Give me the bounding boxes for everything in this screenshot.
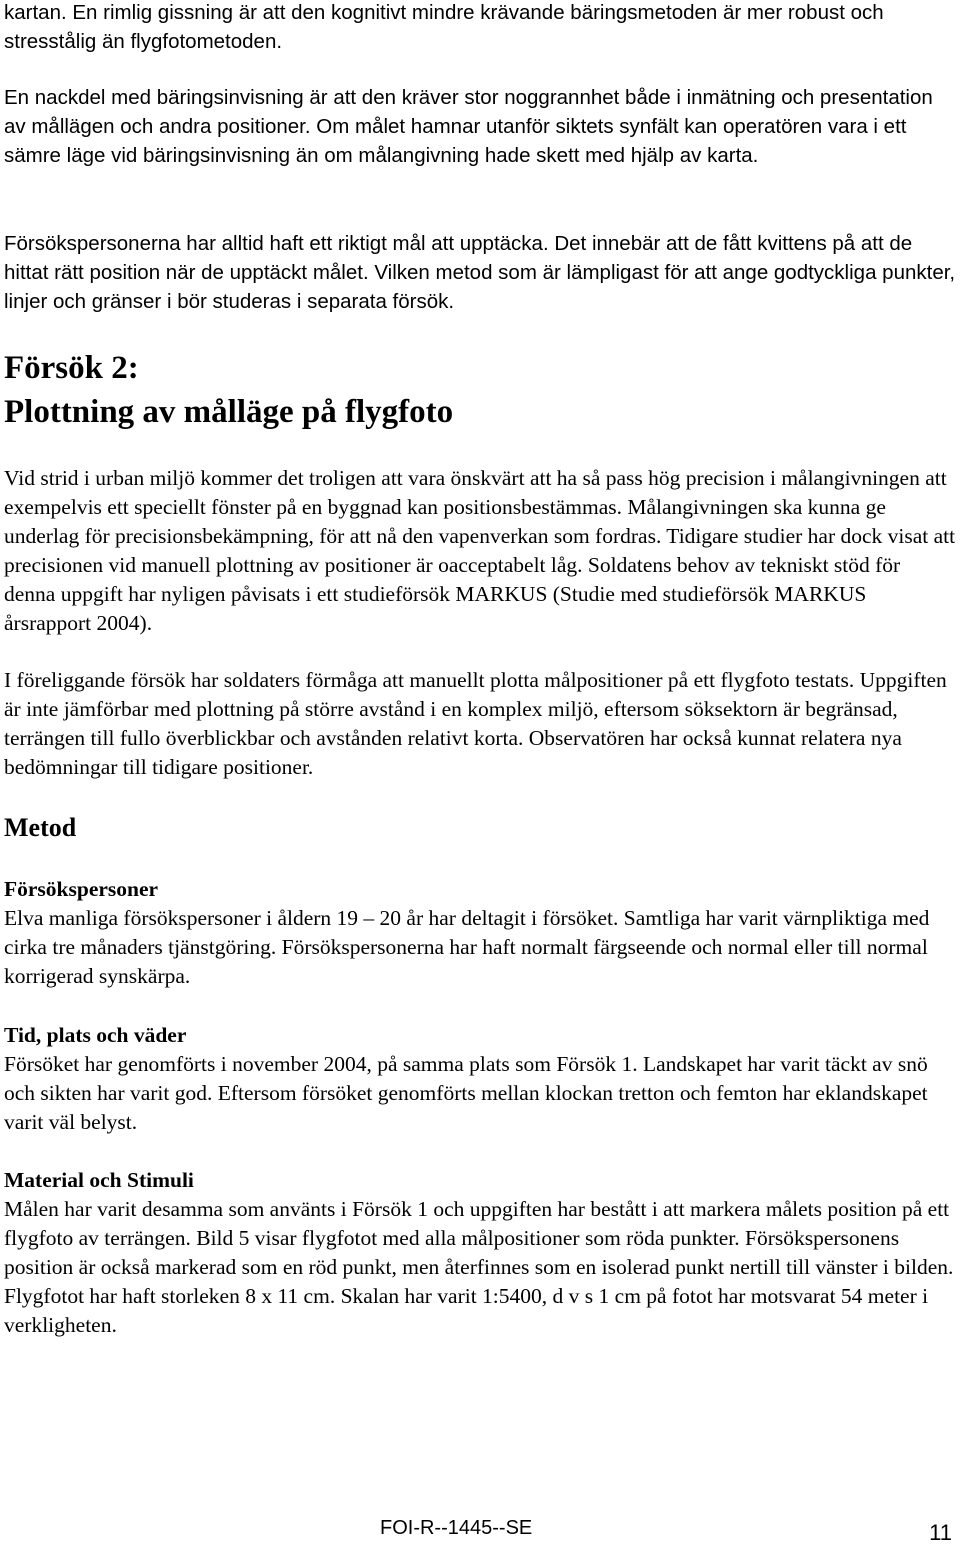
- page-number: 11: [929, 1520, 952, 1545]
- paragraph-urban-precision: Vid strid i urban miljö kommer det troligen att vara önskvärt att ha så pass hög precision i målangivningen att exempelvis ett speciellt fönster på en byggnad kan positionsbestämmas. Målangivningen ska kunna ge underlag för precisionsbekämpning, för att nå den vapenverkan som fordras. Tidigare studier har dock visat att precisionen vid manuell plottning av positioner är oacceptabelt låg. Soldatens behov av tekniskt stöd för denna uppgift har nyligen påvisats i ett studieförsök MARKUS (Studie med studieförsök MARKUS årsrapport 2004).: [4, 466, 956, 635]
- subjects-text: Elva manliga försökspersoner i åldern 19 – 20 år har deltagit i försöket. Samtliga har varit värnpliktiga med cirka tre månaders tjänstgöring. Försökspersonerna har haft normalt färgseende och normal eller till normal korrigerad synskärpa.: [4, 906, 930, 988]
- paragraph-bearing-drawback: En nackdel med bäringsinvisning är att den kräver stor noggrannhet både i inmätning och presentation av mållägen och andra positioner. Om målet hamnar utanför siktets synfält kan operatören vara i ett sämre läge vid bäringsinvisning än om målangivning hade skett med hjälp av karta.: [4, 86, 933, 167]
- material-heading: Material och Stimuli: [4, 1168, 194, 1192]
- material-text: Målen har varit desamma som använts i Försök 1 och uppgiften har bestått i att markera målets position på ett flygfoto av terrängen. Bild 5 visar flygfotot med alla målpositioner som röda punkter. Försökspersonens position är också markerad som en röd punkt, men återfinnes som en isolerad punkt nertill till vänster i bilden. Flygfotot har haft storleken 8 x 11 cm. Skalan har varit 1:5400, d v s 1 cm på fotot har motsvarat 54 meter i verkligheten.: [4, 1197, 954, 1337]
- heading-line-2: Plottning av målläge på flygfoto: [4, 394, 454, 430]
- paragraph-real-target: Försökspersonerna har alltid haft ett riktigt mål att upptäcka. Det innebär att de fått kvittens på att de hittat rätt position när de upptäckt målet. Vilken metod som är lämpligast för att ange godtyckliga punkter, linjer och gränser i bör studeras i separata försök.: [4, 232, 956, 313]
- paragraph-current-test: I föreliggande försök har soldaters förmåga att manuellt plotta målpositioner på ett flygfoto testats. Uppgiften är inte jämförbar med plottning på större avstånd i en komplex miljö, eftersom söksektorn är begränsad, terrängen till fullo överblickbar och avstånden relativt korta. Observatören har också kunnat relatera nya bedömningar till tidigare positioner.: [4, 668, 947, 779]
- time-place-heading: Tid, plats och väder: [4, 1023, 187, 1047]
- heading-line-1: Försök 2:: [4, 350, 139, 386]
- report-number: FOI-R--1445--SE: [380, 1517, 533, 1539]
- paragraph-robustness: kartan. En rimlig gissning är att den kognitivt mindre krävande bäringsmetoden är mer robust och stresstålig än flygfotometoden.: [4, 1, 884, 53]
- experiment-2-heading: [4, 346, 956, 434]
- method-heading: Metod: [4, 813, 77, 842]
- subjects-heading: Försökspersoner: [4, 877, 159, 901]
- time-place-text: Försöket har genomförts i november 2004, på samma plats som Försök 1. Landskapet har varit täckt av snö och sikten har varit god. Eftersom försöket genomförts mellan klockan tretton och femton har eklandskapet varit väl belyst.: [4, 1052, 928, 1134]
